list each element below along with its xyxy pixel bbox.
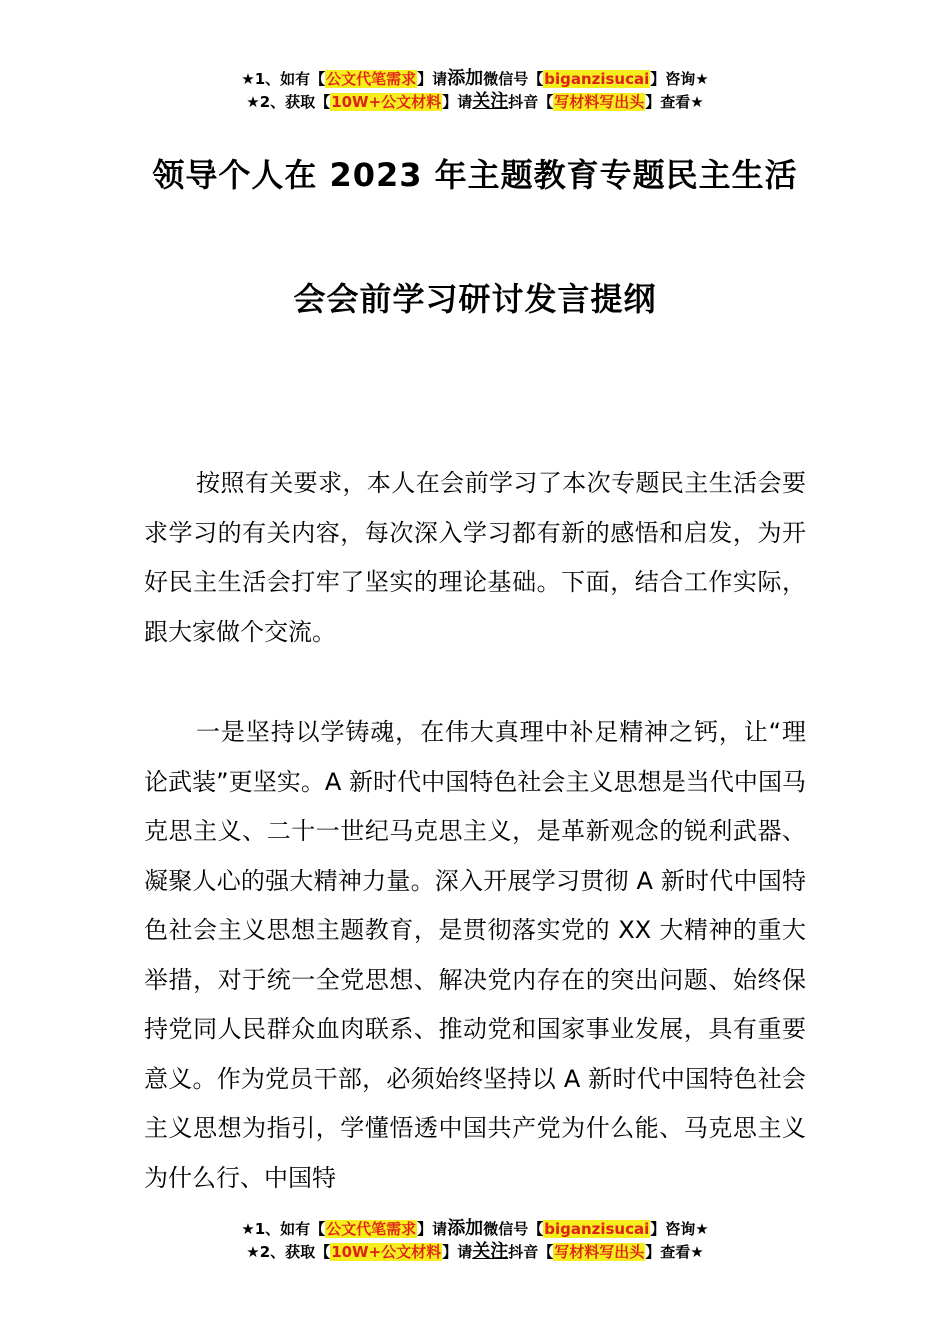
- promo-highlight: biganzisucai: [544, 1220, 650, 1238]
- promo-line-2: ★2、获取【10W+公文材料】请关注抖音【写材料写出头】查看★: [246, 1241, 704, 1262]
- promo-line-1: ★1、如有【公文代笔需求】请添加微信号【biganzisucai】咨询★: [241, 68, 709, 89]
- body-paragraph-intro: 按照有关要求，本人在会前学习了本次专题民主生活会要求学习的有关内容，每次深入学习都有新的感悟和启发，为开好民主生活会打牢了坚实的理论基础。下面，结合工作实际，跟大家做个交流。: [144, 469, 806, 646]
- promo-line-2: ★2、获取【10W+公文材料】请关注抖音【写材料写出头】查看★: [246, 91, 704, 112]
- promo-highlight: 10W+公文材料: [331, 1243, 442, 1261]
- document-title-line-1: 领导个人在 2023 年主题教育专题民主生活: [152, 156, 798, 194]
- promo-line-1: ★1、如有【公文代笔需求】请添加微信号【biganzisucai】咨询★: [241, 1218, 709, 1239]
- promo-highlight: 10W+公文材料: [331, 93, 442, 111]
- document-title-line-2: 会会前学习研讨发言提纲: [293, 280, 657, 318]
- promo-highlight: 公文代笔需求: [326, 70, 417, 88]
- footer-promo-banner: [0, 1218, 950, 1264]
- body-paragraph-point-1: 一是坚持以学铸魂，在伟大真理中补足精神之钙，让“理论武装”更坚实。A 新时代中国特色社会主义思想是当代中国马克思主义、二十一世纪马克思主义，是革新观念的锐利武器、凝聚人心的强大精神力量。深入开展学习贯彻 A 新时代中国特色社会主义思想主题教育，是贯彻落实党的 XX 大精神的重大举措，对于统一全党思想、解决党内存在的突出问题、始终保持党同人民群众血肉联系、推动党和国家事业发展，具有重要意义。作为党员干部，必须始终坚持以 A 新时代中国特色社会主义思想为指引，学懂悟透中国共产党为什么能、马克思主义为什么行、中国特: [144, 718, 806, 1192]
- header-promo-banner: [0, 68, 950, 114]
- promo-highlight: biganzisucai: [544, 70, 650, 88]
- promo-highlight: 写材料写出头: [554, 1243, 645, 1261]
- promo-highlight: 写材料写出头: [554, 93, 645, 111]
- promo-highlight: 公文代笔需求: [326, 1220, 417, 1238]
